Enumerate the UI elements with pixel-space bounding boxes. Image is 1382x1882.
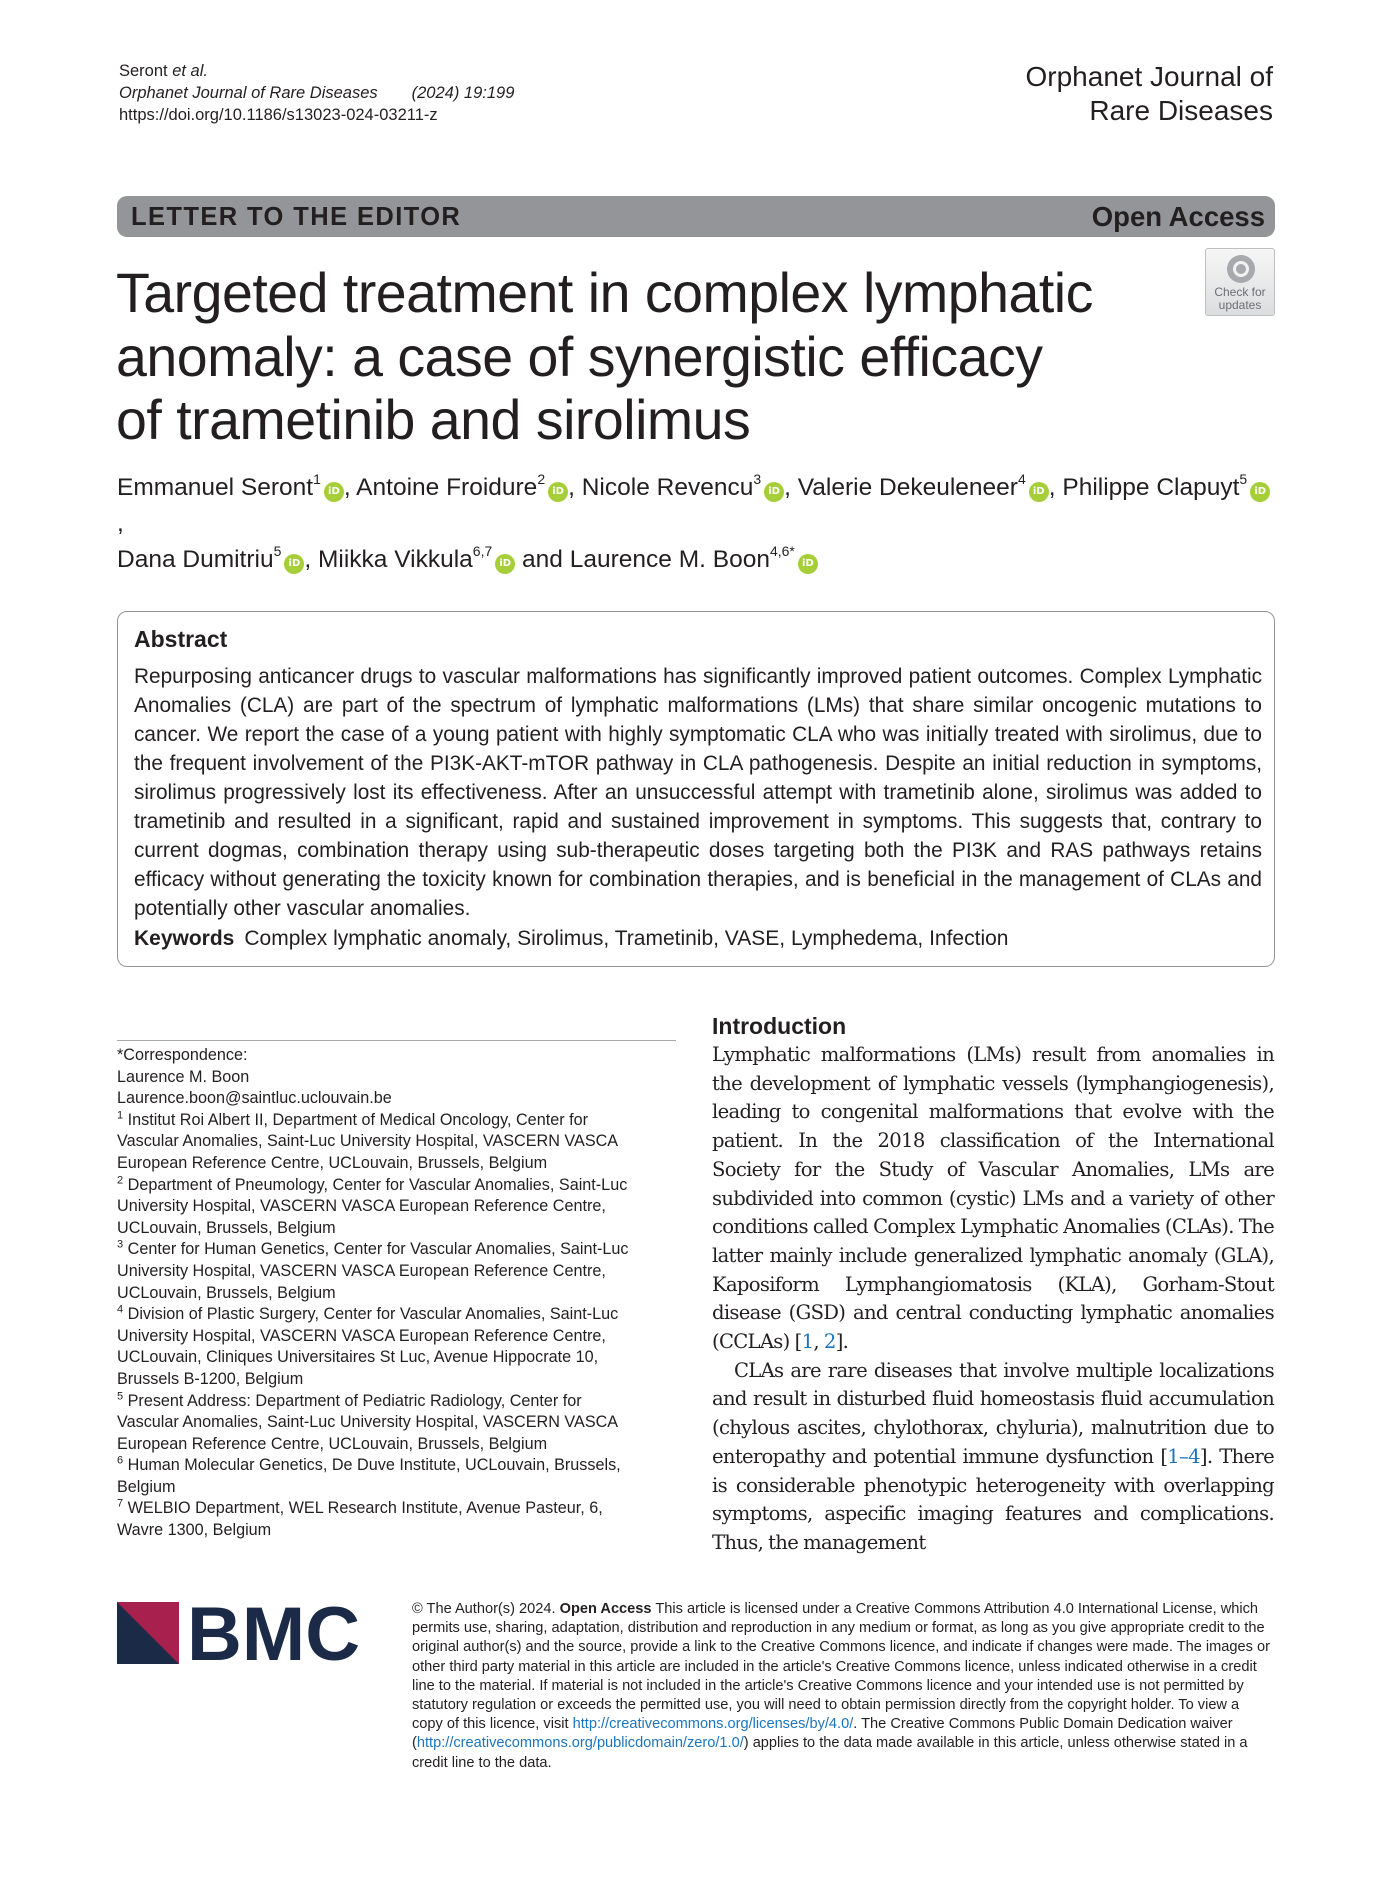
author-affiliation-number: 4 — [1017, 470, 1026, 487]
author-affiliation-number: 6,7 — [472, 542, 493, 559]
affiliation-number: 7 — [117, 1498, 124, 1511]
license-text-2: . The Creative Commons Public Domain Dedication waiver ( — [412, 1716, 1233, 1752]
correspondence-email[interactable]: Laurence.boon@saintluc.uclouvain.be — [117, 1089, 392, 1108]
license-link-cc-by[interactable]: http://creativecommons.org/licenses/by/4.0/ — [572, 1716, 854, 1733]
running-authors: Seront et al. — [119, 62, 208, 80]
citation-link[interactable]: 1–4 — [1167, 1444, 1200, 1468]
author-separator: , — [117, 510, 124, 537]
affiliation-number: 1 — [117, 1109, 124, 1122]
author — [797, 470, 1063, 501]
license-text — [412, 1600, 1272, 1773]
footnotes — [117, 1045, 637, 1542]
orcid-icon[interactable]: iD — [548, 482, 568, 502]
article-type-bar — [117, 196, 1275, 237]
affiliation-number: 5 — [117, 1390, 124, 1403]
license-copyright: © The Author(s) 2024. — [412, 1601, 556, 1617]
affiliation-item — [117, 1304, 637, 1390]
introduction-section — [712, 1011, 1274, 1558]
author-name[interactable]: Nicole Revencu — [581, 474, 754, 501]
doi-link[interactable]: https://doi.org/10.1186/s13023-024-03211-z — [119, 106, 438, 124]
affiliation-item — [117, 1110, 637, 1175]
author-name[interactable]: Dana Dumitriu — [117, 546, 274, 573]
crossmark-label — [1206, 286, 1274, 312]
affiliation-item — [117, 1239, 637, 1304]
author-name[interactable]: Antoine Froidure — [356, 474, 538, 501]
author — [117, 542, 319, 573]
author-separator: , — [784, 474, 798, 501]
orcid-icon[interactable]: iD — [324, 482, 344, 502]
title-line2: anomaly: a case of synergistic efficacy — [116, 325, 1043, 388]
affiliation-item — [117, 1455, 637, 1498]
intro-p1-text: Lymphatic malformations (LMs) result from anomalies in the development of lymphatic vessels (lymphangiogenesis), leading to congenital malformations that evolve with the patient. In the 2018 classification of the International Society for the Study of Vascular Anomalies, LMs are subdivided into common (cystic) LMs and a variety of other conditions called Complex Lymphatic Anomalies (CLAs). The latter mainly include generalized lymphatic anomaly (GLA), Kaposiform Lymphangiomatosis (KLA), Gorham-Stout disease (GSD) and central conducting lymphatic anomalies (CCLAs) [ — [712, 1043, 1274, 1354]
intro-p1-end: ]. — [835, 1330, 849, 1354]
affiliation-item — [117, 1391, 637, 1456]
correspondence-name: Laurence M. Boon — [117, 1067, 250, 1086]
check-for-updates-button[interactable] — [1205, 248, 1275, 316]
correspondence-label: *Correspondence: — [117, 1046, 248, 1064]
citation-link[interactable]: 1 — [801, 1330, 814, 1354]
author-name[interactable]: Philippe Clapuyt — [1062, 474, 1240, 501]
license-link-cc0[interactable]: http://creativecommons.org/publicdomain/zero/1.0/ — [416, 1735, 744, 1752]
author-name[interactable]: Miikka Vikkula — [318, 546, 473, 573]
abstract-heading: Abstract — [134, 626, 228, 652]
affiliation-text: Department of Pneumology, Center for Vascular Anomalies, Saint-Luc University Hospital, VASCERN VASCA European Reference Centre, UCLouvain, Brussels, Belgium — [117, 1175, 628, 1237]
affiliation-text: Institut Roi Albert II, Department of Medical Oncology, Center for Vascular Anomalies, Saint-Luc University Hospital, VASCERN VASCA European Reference Centre, UCLouvain, Brussels, Belgium — [117, 1110, 618, 1172]
license-oa-label: Open Access — [559, 1601, 652, 1617]
crossmark-line2: updates — [1218, 298, 1262, 312]
journal-name — [1026, 60, 1274, 128]
author-affiliation-number: 5 — [1239, 470, 1248, 487]
author-affiliation-number: 5 — [273, 542, 282, 559]
orcid-icon[interactable]: iD — [1029, 482, 1049, 502]
affiliation-item — [117, 1498, 637, 1541]
affiliation-number: 3 — [117, 1238, 124, 1251]
author-name[interactable]: Laurence M. Boon — [569, 546, 770, 573]
affiliation-number: 4 — [117, 1303, 124, 1316]
author-separator: and — [515, 546, 570, 573]
author-affiliation-number: 4,6* — [769, 542, 795, 559]
introduction-body — [712, 1041, 1274, 1558]
title-line1: Targeted treatment in complex lymphatic — [116, 262, 1093, 324]
keywords-label: Keywords — [134, 927, 235, 950]
author — [569, 542, 818, 573]
author — [318, 542, 570, 573]
year-volume: (2024) 19:199 — [411, 84, 515, 102]
footnote-divider — [117, 1040, 676, 1041]
journal-name-line1: Orphanet Journal of — [1025, 61, 1273, 92]
author — [581, 470, 798, 501]
crossmark-icon-inner — [1233, 261, 1249, 277]
orcid-icon[interactable]: iD — [764, 482, 784, 502]
bmc-logo-text: BMC — [187, 1600, 361, 1664]
author — [356, 470, 582, 501]
open-access-label: Open Access — [1091, 201, 1265, 232]
intro-p1-sep: , — [813, 1330, 824, 1354]
introduction-heading: Introduction — [712, 1013, 847, 1039]
affiliation-text: Human Molecular Genetics, De Duve Institute, UCLouvain, Brussels, Belgium — [117, 1456, 621, 1496]
orcid-icon[interactable]: iD — [284, 554, 304, 574]
keywords — [134, 924, 1008, 953]
affiliation-list — [117, 1110, 637, 1542]
affiliation-item — [117, 1175, 637, 1240]
running-header — [119, 60, 514, 126]
journal-citation: Orphanet Journal of Rare Diseases — [119, 84, 378, 102]
author-affiliation-number: 3 — [753, 470, 762, 487]
citation-link[interactable]: 2 — [823, 1330, 836, 1354]
author-name[interactable]: Emmanuel Seront — [117, 474, 314, 501]
author-separator: , — [1048, 474, 1063, 501]
license-text-3: ) applies to the data made available in this article, unless otherwise stated in a credit line to the data. — [412, 1735, 1248, 1771]
author — [117, 470, 357, 501]
title-line3: of trametinib and sirolimus — [116, 389, 751, 451]
journal-name-line2: Rare Diseases — [1089, 95, 1273, 126]
article-type-label: LETTER TO THE EDITOR — [131, 203, 462, 231]
intro-p2-text-end: ]. There is considerable phenotypic heterogeneity with overlapping symptoms, aspecific imaging features and complications. Thus, the management — [712, 1444, 1274, 1554]
affiliation-text: WELBIO Department, WEL Research Institute, Avenue Pasteur, 6, Wavre 1300, Belgium — [117, 1499, 603, 1540]
author-affiliation-number: 1 — [313, 470, 321, 487]
affiliation-number: 6 — [117, 1454, 124, 1467]
license-text-1: This article is licensed under a Creative Commons Attribution 4.0 International License, which permits use, sharing, adaptation, distribution and reproduction in any medium or format, as long as you give appropriate credit to the original author(s) and the source, provide a link to the Creative Commons licence, and indicate if changes were made. The images or other third party material in this article are included in the article's Creative Commons licence, unless indicated otherwise in a credit line to the material. If material is not included in the article's Creative Commons licence and your intended use is not permitted by statutory regulation or exceeds the permitted use, you will need to obtain permission directly from the copyright holder. To view a copy of this licence, visit — [412, 1601, 1270, 1733]
author-affiliation-number: 2 — [537, 470, 546, 487]
intro-paragraph-1 — [712, 1041, 1274, 1357]
author-separator: , — [568, 474, 582, 501]
affiliation-text: Division of Plastic Surgery, Center for Vascular Anomalies, Saint-Luc University Hospital, VASCERN VASCA European Reference Centre, UCLouvain, Cliniques Universitaires St Luc, Avenue Hippocrate 10, Brussels B-1200, Belgium — [117, 1305, 619, 1388]
intro-p2-text: CLAs are rare diseases that involve multiple localizations and result in disturbed fluid homeostasis fluid accumulation (chylous ascites, chylothorax, chyluria), malnutrition due to enteropathy and potential immune dysfunction [ — [712, 1358, 1274, 1468]
author-list — [117, 470, 1277, 578]
citation-line — [119, 82, 514, 104]
intro-paragraph-2 — [712, 1357, 1274, 1558]
author-separator: , — [304, 546, 319, 573]
author-separator: , — [343, 474, 357, 501]
abstract-text: Repurposing anticancer drugs to vascular malformations has significantly improved patient outcomes. Complex Lymphatic Anomalies (CLA) are part of the spectrum of lymphatic malformations (LMs) that share similar oncogenic mutations to cancer. We report the case of a young patient with highly symptomatic CLA who was initially treated with sirolimus, due to the frequent involvement of the PI3K-AKT-mTOR pathway in CLA pathogenesis. Despite an initial reduction in symptoms, sirolimus progressively lost its effectiveness. After an unsuccessful attempt with trametinib alone, sirolimus was added to trametinib and resulted in a significant, rapid and sustained improvement in symptoms. This suggests that, contrary to current dogmas, combination therapy using sub-therapeutic doses targeting both the PI3K and RAS pathways retains efficacy without generating the toxicity known for combination therapies, and is beneficial in the management of CLAs and potentially other vascular anomalies. — [134, 665, 1262, 920]
author-name[interactable]: Valerie Dekeuleneer — [797, 474, 1018, 501]
orcid-icon[interactable]: iD — [1250, 482, 1270, 502]
orcid-icon[interactable]: iD — [798, 554, 818, 574]
article-title — [116, 262, 1176, 453]
affiliation-number: 2 — [117, 1174, 124, 1187]
abstract-box — [117, 611, 1275, 967]
crossmark-line1: Check for — [1214, 285, 1266, 299]
affiliation-text: Center for Human Genetics, Center for Vascular Anomalies, Saint-Luc University Hospital, VASCERN VASCA European Reference Centre, UCLouvain, Brussels, Belgium — [117, 1240, 629, 1302]
affiliation-text: Present Address: Department of Pediatric Radiology, Center for Vascular Anomalies, Saint-Luc University Hospital, VASCERN VASCA European Reference Centre, UCLouvain, Brussels, Belgium — [117, 1391, 618, 1453]
orcid-icon[interactable]: iD — [495, 554, 515, 574]
keywords-list: Complex lymphatic anomaly, Sirolimus, Trametinib, VASE, Lymphedema, Infection — [244, 927, 1009, 950]
bmc-logo — [117, 1600, 377, 1664]
